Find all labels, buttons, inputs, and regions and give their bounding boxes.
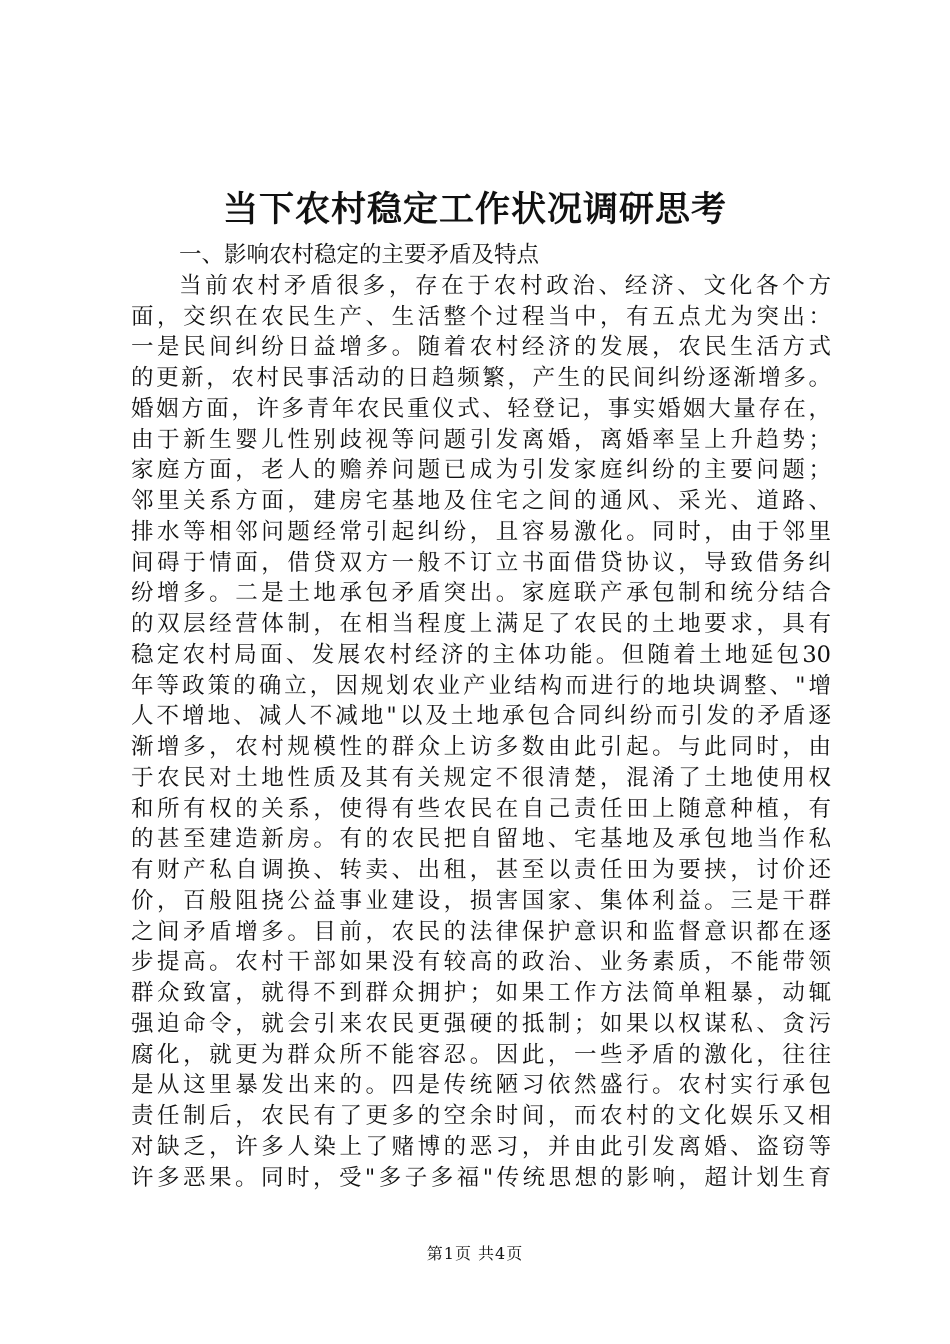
paragraph-line: 许多恶果。同时，受"多子多福"传统思想的影响，超计划生育	[131, 1164, 831, 1191]
document-title: 当下农村稳定工作状况调研思考	[222, 189, 727, 230]
paragraph-line: 是从这里暴发出来的。四是传统陋习依然盛行。农村实行承包	[131, 1072, 831, 1099]
page-footer: 第1页 共4页	[426, 1244, 524, 1263]
paragraph-line: 由于新生婴儿性别歧视等问题引发离婚，离婚率呈上升趋势；	[131, 426, 831, 453]
document-body	[131, 240, 831, 1193]
paragraph-line: 排水等相邻问题经常引起纠纷，且容易激化。同时，由于邻里	[131, 518, 831, 545]
paragraph-line: 群众致富，就得不到群众拥护；如果工作方法简单粗暴，动辄	[131, 980, 831, 1006]
paragraph-line: 责任制后，农民有了更多的空余时间，而农村的文化娱乐又相	[131, 1103, 831, 1129]
section-heading: 一、影响农村稳定的主要矛盾及特点	[179, 242, 540, 268]
paragraph-line: 之间矛盾增多。目前，农民的法律保护意识和监督意识都在逐	[131, 918, 831, 945]
paragraph-line: 的更新，农村民事活动的日趋频繁，产生的民间纠纷逐渐增多。	[131, 365, 831, 391]
paragraph-line: 间碍于情面，借贷双方一般不订立书面借贷协议，导致借务纠	[131, 549, 831, 576]
paragraph-line: 价，百般阻挠公益事业建设，损害国家、集体利益。三是干群	[131, 887, 831, 914]
paragraph-line: 面，交织在农民生产、生活整个过程当中，有五点尤为突出：	[131, 303, 831, 330]
paragraph-line: 的甚至建造新房。有的农民把自留地、宅基地及承包地当作私	[131, 826, 831, 853]
paragraph-line: 对缺乏，许多人染上了赌博的恶习，并由此引发离婚、盗窃等	[131, 1133, 831, 1160]
paragraph-lines	[131, 271, 831, 1194]
paragraph-line: 年等政策的确立，因规划农业产业结构而进行的地块调整、"增	[131, 672, 831, 699]
paragraph-line: 的双层经营体制，在相当程度上满足了农民的土地要求，具有	[131, 611, 831, 637]
paragraph-line: 步提高。农村干部如果没有较高的政治、业务素质，不能带领	[131, 949, 831, 976]
paragraph-line: 于农民对土地性质及其有关规定不很清楚，混淆了土地使用权	[131, 764, 831, 791]
paragraph-line: 和所有权的关系，使得有些农民在自己责任田上随意种植，有	[131, 795, 831, 822]
paragraph-line: 渐增多，农村规模性的群众上访多数由此引起。与此同时，由	[131, 734, 831, 760]
paragraph-line: 稳定农村局面、发展农村经济的主体功能。但随着土地延包30	[131, 641, 831, 668]
paragraph-line: 腐化，就更为群众所不能容忍。因此，一些矛盾的激化，往往	[131, 1041, 831, 1068]
paragraph-line: 人不增地、减人不减地"以及土地承包合同纠纷而引发的矛盾逐	[131, 703, 831, 730]
paragraph-line: 邻里关系方面，建房宅基地及住宅之间的通风、采光、道路、	[131, 488, 831, 514]
paragraph-line: 婚姻方面，许多青年农民重仪式、轻登记，事实婚姻大量存在，	[131, 395, 831, 422]
paragraph-line: 当前农村矛盾很多，存在于农村政治、经济、文化各个方	[179, 272, 831, 299]
paragraph-line: 纷增多。二是土地承包矛盾突出。家庭联产承包制和统分结合	[131, 580, 831, 607]
paragraph-line: 家庭方面，老人的赡养问题已成为引发家庭纠纷的主要问题；	[131, 457, 831, 484]
paragraph-line: 有财产私自调换、转卖、出租，甚至以责任田为要挟，讨价还	[131, 857, 831, 883]
paragraph-line: 强迫命令，就会引来农民更强硬的抵制；如果以权谋私、贪污	[131, 1010, 831, 1037]
paragraph-line: 一是民间纠纷日益增多。随着农村经济的发展，农民生活方式	[131, 334, 831, 361]
